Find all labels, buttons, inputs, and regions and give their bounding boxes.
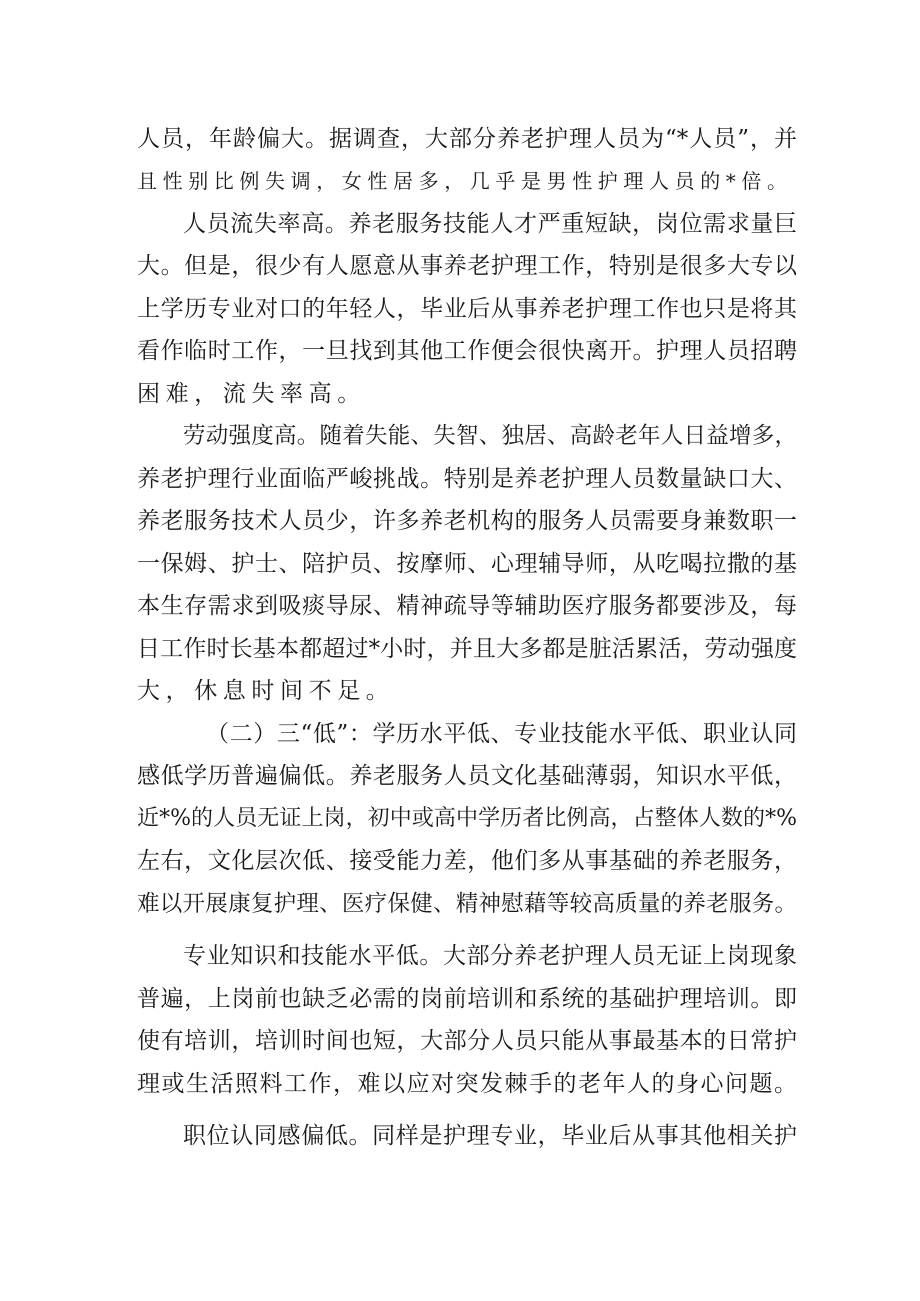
text-line: 专业知识和技能水平低。大部分养老护理人员无证上岗现象: [183, 943, 797, 969]
text-line: 理或生活照料工作，难以应对突发棘手的老年人的身心问题。: [137, 1071, 797, 1097]
text-line: 职位认同感偏低。同样是护理专业，毕业后从事其他相关护: [183, 1123, 797, 1149]
text-line: 人员流失率高。养老服务技能人才严重短缺，岗位需求量巨: [183, 211, 797, 237]
text-line: 难以开展康复护理、医疗保健、精神慰藉等较高质量的养老服务。: [137, 891, 797, 917]
text-line: 左右，文化层次低、接受能力差，他们多从事基础的养老服务，: [137, 848, 797, 874]
text-line: 普遍，上岗前也缺乏必需的岗前培训和系统的基础护理培训。即: [137, 986, 797, 1012]
text-line: 近*%的人员无证上岗，初中或高中学历者比例高，占整体人数的*%: [137, 806, 797, 831]
text-line: 人员，年龄偏大。据调查，大部分养老护理人员为“*人员”，并: [137, 126, 797, 152]
text-line: 一保姆、护士、陪护员、按摩师、心理辅导师，从吃喝拉撒的基: [137, 551, 797, 577]
text-line: 上学历专业对口的年轻人，毕业后从事养老护理工作也只是将其: [137, 296, 797, 322]
text-line: 大。但是，很少有人愿意从事养老护理工作，特别是很多大专以: [137, 253, 797, 279]
text-line: 养老护理行业面临严峻挑战。特别是养老护理人员数量缺口大、: [137, 466, 797, 492]
text-line: 且性别比例失调，女性居多，几乎是男性护理人员的*倍。: [137, 169, 793, 193]
text-line: 看作临时工作，一旦找到其他工作便会很快离开。护理人员招聘: [137, 338, 797, 364]
text-line: 使有培训，培训时间也短，大部分人员只能从事最基本的日常护: [137, 1028, 797, 1054]
text-line: 困难，流失率高。: [137, 381, 366, 407]
text-line: 劳动强度高。随着失能、失智、独居、高龄老年人日益增多，: [183, 423, 797, 449]
text-line: 感低学历普遍偏低。养老服务人员文化基础薄弱，知识水平低，: [137, 763, 797, 789]
text-line: 养老服务技术人员少，许多养老机构的服务人员需要身兼数职一: [137, 508, 797, 534]
text-line: 日工作时长基本都超过*小时，并且大多都是脏活累活，劳动强度: [137, 636, 797, 662]
text-line: 大，休息时间不足。: [137, 678, 395, 704]
section-heading-line: （二）三“低”：学历水平低、专业技能水平低、职业认同: [206, 721, 797, 747]
text-line: 本生存需求到吸痰导尿、精神疏导等辅助医疗服务都要涉及，每: [137, 593, 797, 619]
